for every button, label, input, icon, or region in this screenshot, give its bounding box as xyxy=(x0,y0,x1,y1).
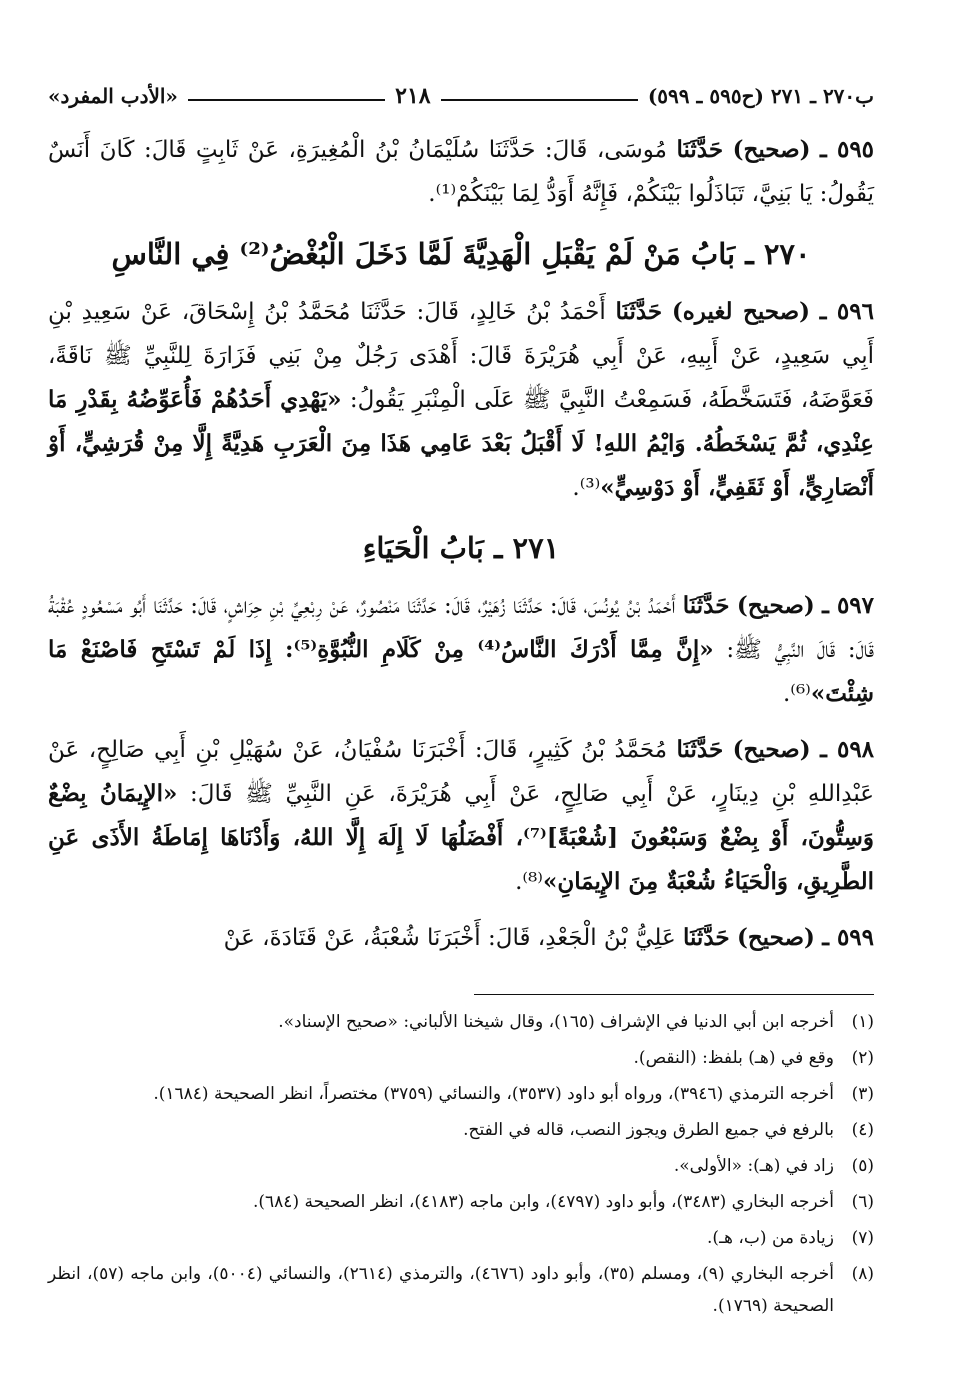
footnote-2 xyxy=(48,1042,874,1074)
footnote-text: وقع في (هـ) بلفظ: (النقص). xyxy=(633,1048,834,1068)
header-rule-right xyxy=(441,99,638,101)
hadith-isnad: أَحْمَدُ بْنُ يُونُسَ، قَالَ: حَدَّثَنَا زُهَيْرٌ، قَالَ: حَدَّثَنَا مَنْصُورٌ، عَنْ رِبْعِيِّ بْنِ حِرَاشٍ، قَالَ: حَدَّثَنَا أَبُو مَسْعُودٍ عُقْبَةُ قَالَ: قَالَ النَّبِيُّ ﷺ: xyxy=(48,593,874,663)
footnote-number: (١) xyxy=(851,1012,874,1032)
footnote-number: (٧) xyxy=(851,1228,874,1248)
hadith-grade: (صحيح) xyxy=(732,736,811,763)
hadith-isnad: أَحْمَدُ بْنُ خَالِدٍ، قَالَ: حَدَّثَنَا مُحَمَّدُ بْنُ إِسْحَاقَ، عَنْ سَعِيدِ بْنِ أَبِي سَعِيدٍ، عَنْ أَبِيهِ، عَنْ أَبِي هُرَيْرَةَ قَالَ: أَهْدَى رَجُلٌ مِنْ بَنِي فَزَارَةَ لِلنَّبِيِّ ﷺ نَاقَةً، فَعَوَّضَهُ، فَتَسَخَّطَهُ، فَسَمِعْتُ النَّبِيَّ ﷺ عَلَى الْمِنْبَرِ يَقُولُ: xyxy=(48,299,874,413)
main-text xyxy=(48,128,874,972)
footnote-separator xyxy=(474,994,874,995)
footnote-7 xyxy=(48,1222,874,1254)
footnote-text: أخرجه البخاري (٣٤٨٣)، وأبو داود (٤٧٩٧)، وابن ماجه (٤١٨٣)، انظر الصحيحة (٦٨٤). xyxy=(253,1192,834,1212)
hadith-number: ٥٩٧ ـ xyxy=(822,592,874,619)
footnote-8 xyxy=(48,1258,874,1322)
footnote-number: (٨) xyxy=(851,1264,874,1284)
hadith-598 xyxy=(48,728,874,904)
footnote-4 xyxy=(48,1114,874,1146)
hadith-number: ٥٩٦ ـ xyxy=(819,298,874,325)
footnote-text: زيادة من (ب، هـ). xyxy=(707,1228,834,1248)
hadith-number: ٥٩٥ ـ xyxy=(820,136,875,163)
hadith-matn: «إِنَّ مِمَّا أَدْرَكَ النَّاسُ⁽⁴⁾ مِنْ كَلَامِ النُّبُوَّةِ⁽⁵⁾: إِذَا لَمْ تَسْتَحِ فَاصْنَعْ مَا شِئْتَ» xyxy=(48,636,874,707)
footnote-text: أخرجه ابن أبي الدنيا في الإشراف (١٦٥)، وقال شيخنا الألباني: «صحيح الإسناد». xyxy=(278,1012,834,1032)
hadith-grade: (صحيح) xyxy=(736,924,815,951)
hadith-matn: «يَهْدِي أَحَدُهُمْ فَأُعَوِّضُهُ بِقَدْرِ مَا عِنْدِي، ثُمَّ يَسْخَطُهُ. وَايْمُ اللهِ! لَا أَقْبَلُ بَعْدَ عَامِي هَذَا مِنَ الْعَرَبِ هَدِيَّةً إِلَّا مِنْ قُرَشِيٍّ، أَوْ أَنْصَارِيٍّ، أَوْ ثَقَفِيٍّ، أَوْ دَوْسِيٍّ» xyxy=(48,386,874,501)
footnote-6 xyxy=(48,1186,874,1218)
footnote-number: (٣) xyxy=(851,1084,874,1104)
footnote-text: زاد في (هـ): «الأولى». xyxy=(673,1156,834,1176)
hadith-matn: «الإِيمَانُ بِضْعٌ وَسِتُّونَ، أَوْ بِضْعٌ وَسَبْعُونَ [شُعْبَةً]⁽⁷⁾، أَفْضَلُهَا لَا إِلَهَ إِلَّا اللهُ، وَأَدْنَاهَا إِمَاطَةُ الأَذَى عَنِ الطَّرِيقِ، وَالْحَيَاءُ شُعْبَةٌ مِنَ الإِيمَانِ» xyxy=(48,780,874,895)
hadith-verb: حَدَّثَنَا xyxy=(676,736,724,763)
footnote-number: (٤) xyxy=(851,1120,874,1140)
footnote-number: (٥) xyxy=(851,1156,874,1176)
chapter-heading-270: ٢٧٠ ـ بَابُ مَنْ لَمْ يَقْبَلِ الْهَدِيَّةَ لَمَّا دَخَلَ الْبُغْضُ⁽²⁾ فِي النَّاسِ xyxy=(111,237,811,271)
footnote-3 xyxy=(48,1078,874,1110)
hadith-isnad: مُوسَى، قَالَ: حَدَّثَنَا سُلَيْمَانُ بْنُ الْمُغِيرَةِ، عَنْ ثَابِتٍ قَالَ: كَانَ أَنَسٌ يَقُولُ: يَا بَنِيَّ، تَبَاذَلُوا بَيْنَكُمْ، فَإِنَّهُ أَوَدُّ لِمَا بَيْنَكُمْ xyxy=(48,137,874,207)
hadith-verb: حَدَّثَنَا xyxy=(682,592,730,619)
book-page xyxy=(48,78,874,1368)
hadith-grade: (صحيح لغيره) xyxy=(671,298,811,325)
hadith-597 xyxy=(48,584,874,716)
hadith-number: ٥٩٨ ـ xyxy=(820,736,875,763)
hadith-verb: حَدَّثَنَا xyxy=(682,924,730,951)
hadith-grade: (صحيح) xyxy=(732,136,811,163)
hadith-isnad: عَلِيُّ بْنُ الْجَعْدِ، قَالَ: أَخْبَرَنَا شُعْبَةُ، عَنْ قَتَادَةَ، عَنْ xyxy=(223,925,683,951)
book-title: «الأدب المفرد» xyxy=(48,84,178,108)
footnote-marker: ⁽³⁾. xyxy=(572,475,601,501)
footnote-text: أخرجه البخاري (٩)، ومسلم (٣٥)، وأبو داود (٤٦٧٦)، والترمذي (٢٦١٤)، والنسائي (٥٠٠٤)، وابن ماجه (٥٧)، انظر الصحيحة (١٧٦٩). xyxy=(48,1264,834,1316)
header-range: ب٢٧٠ ـ ٢٧١ (ح٥٩٥ ـ ٥٩٩) xyxy=(647,84,874,108)
page-number: ٢١٨ xyxy=(395,83,431,109)
footnote-marker: ⁽⁸⁾. xyxy=(515,869,543,895)
footnote-number: (٢) xyxy=(851,1048,874,1068)
hadith-verb: حَدَّثَنَا xyxy=(676,136,724,163)
header-rule-left xyxy=(188,99,385,101)
footnote-5 xyxy=(48,1150,874,1182)
chapter-heading-271: ٢٧١ ـ بَابُ الْحَيَاءِ xyxy=(362,531,560,565)
footnotes xyxy=(48,1006,874,1326)
hadith-verb: حَدَّثَنَا xyxy=(615,298,663,325)
hadith-grade: (صحيح) xyxy=(736,592,815,619)
footnote-number: (٦) xyxy=(851,1192,874,1212)
footnote-text: بالرفع في جميع الطرق ويجوز النصب، قاله في الفتح. xyxy=(463,1120,834,1140)
hadith-isnad: مُحَمَّدُ بْنُ كَثِيرٍ، قَالَ: أَخْبَرَنَا سُفْيَانُ، عَنْ سُهَيْلِ بْنِ أَبِي صَالِحٍ، عَنْ عَبْدِاللهِ بْنِ دِينَارٍ، عَنْ أَبِي صَالِحٍ، عَنْ أَبِي هُرَيْرَةَ، عَنِ النَّبِيِّ ﷺ قَالَ: xyxy=(48,737,875,807)
hadith-596 xyxy=(48,290,874,510)
footnote-marker: ⁽¹⁾. xyxy=(428,181,457,207)
footnote-marker: ⁽⁶⁾. xyxy=(782,681,811,707)
footnote-text: أخرجه الترمذي (٣٩٤٦)، ورواه أبو داود (٣٥٣٧)، والنسائي (٣٧٥٩) مختصراً، انظر الصحيحة (١٦٨٤). xyxy=(153,1084,834,1104)
running-header xyxy=(48,78,874,114)
hadith-599 xyxy=(48,916,874,960)
footnote-1 xyxy=(48,1006,874,1038)
hadith-595 xyxy=(48,128,874,216)
hadith-number: ٥٩٩ ـ xyxy=(822,924,874,951)
